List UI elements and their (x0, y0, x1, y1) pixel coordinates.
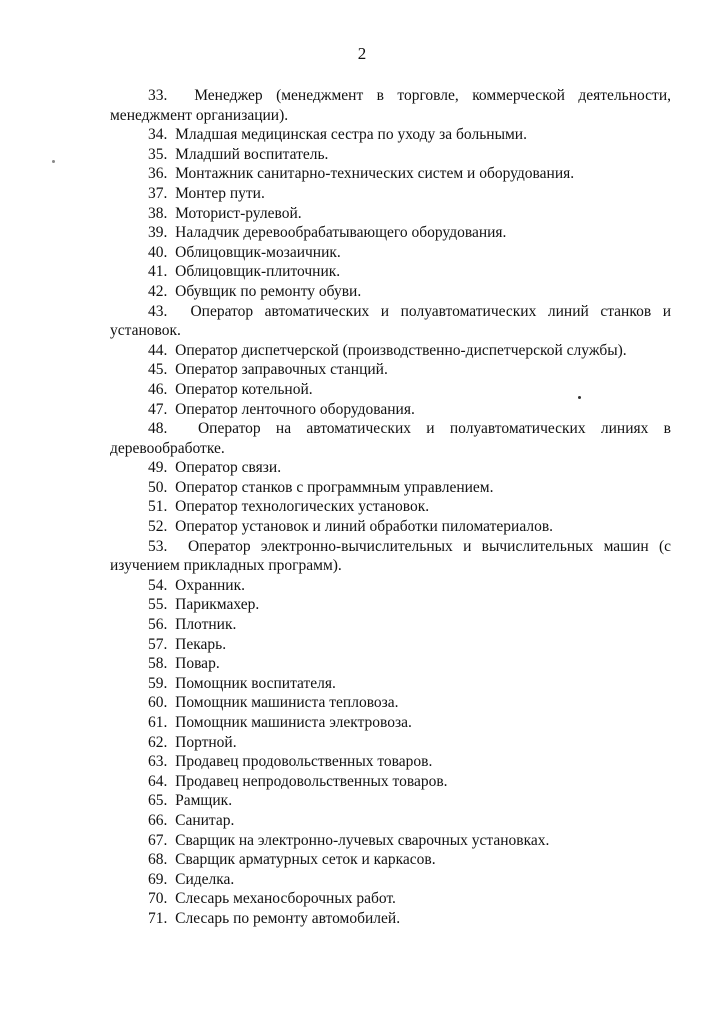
item-number: 39. (148, 224, 168, 242)
list-item (110, 497, 671, 517)
item-text: Сварщик арматурных сеток и каркасов. (175, 851, 436, 869)
list-item (110, 595, 671, 615)
item-text: Оператор технологических установок. (175, 498, 430, 516)
list-item (110, 341, 671, 361)
item-number: 63. (148, 753, 168, 771)
list-item (110, 693, 671, 713)
list-item (110, 400, 671, 420)
page-number: 2 (357, 44, 367, 63)
item-text: Наладчик деревообрабатывающего оборудования. (175, 224, 507, 242)
list-item (110, 752, 671, 772)
item-number: 69. (148, 870, 168, 888)
item-text: Оператор диспетчерской (производственно-диспетчерской службы). (175, 341, 627, 359)
item-text: Санитар. (175, 811, 235, 829)
item-text: Обувщик по ремонту обуви. (175, 282, 362, 300)
item-text: Младшая медицинская сестра по уходу за больными. (175, 126, 527, 144)
item-number: 55. (148, 596, 168, 614)
profession-list (110, 86, 671, 929)
list-item (110, 164, 671, 184)
item-text: Оператор станков с программным управлением. (175, 478, 494, 496)
item-number: 71. (148, 909, 168, 927)
item-number: 60. (148, 694, 168, 712)
item-text: Помощник воспитателя. (175, 674, 336, 692)
item-text: Слесарь по ремонту автомобилей. (175, 909, 401, 927)
list-item (110, 184, 671, 204)
item-text: Моторист-рулевой. (175, 204, 302, 222)
item-number: 43. (148, 302, 168, 320)
item-text: Оператор электронно-вычислительных и вычислительных машин (с изучением прикладных программ). (110, 537, 672, 575)
scan-speck (578, 396, 581, 399)
item-number: 47. (148, 400, 168, 418)
item-number: 53. (148, 537, 168, 555)
list-item (110, 302, 671, 341)
item-text: Младший воспитатель. (175, 145, 329, 163)
item-text: Облицовщик-плиточник. (175, 263, 341, 281)
list-item (110, 478, 671, 498)
list-item (110, 243, 671, 263)
list-item (110, 86, 671, 125)
item-number: 49. (148, 459, 168, 477)
list-item (110, 870, 671, 890)
item-text: Сиделка. (175, 870, 235, 888)
item-text: Портной. (175, 733, 237, 751)
list-item (110, 282, 671, 302)
list-item (110, 419, 671, 458)
item-number: 70. (148, 890, 168, 908)
item-number: 48. (148, 420, 168, 438)
item-text: Повар. (175, 655, 220, 673)
item-text: Продавец продовольственных товаров. (175, 753, 433, 771)
item-number: 64. (148, 772, 168, 790)
item-text: Монтажник санитарно-технических систем и оборудования. (175, 165, 575, 183)
item-number: 38. (148, 204, 168, 222)
list-item (110, 125, 671, 145)
list-item (110, 262, 671, 282)
item-text: Слесарь механосборочных работ. (175, 890, 396, 908)
item-text: Менеджер (менеджмент в торговле, коммерческой деятельности, менеджмент организации). (110, 87, 671, 124)
item-text: Продавец непродовольственных товаров. (175, 772, 448, 790)
item-text: Облицовщик-мозаичник. (175, 243, 341, 261)
list-item (110, 674, 671, 694)
item-text: Монтер пути. (175, 184, 265, 202)
item-text: Оператор котельной. (175, 380, 313, 398)
item-number: 45. (148, 361, 168, 379)
item-text: Оператор связи. (175, 459, 282, 477)
item-number: 33. (148, 87, 168, 104)
item-text: Пекарь. (175, 635, 227, 653)
item-number: 67. (148, 831, 168, 849)
item-number: 54. (148, 576, 168, 594)
item-text: Охранник. (175, 576, 245, 594)
item-text: Рамщик. (175, 792, 233, 810)
scan-speck (52, 160, 55, 163)
list-item (110, 733, 671, 753)
item-text: Парикмахер. (175, 596, 260, 614)
item-number: 44. (148, 341, 168, 359)
item-number: 56. (148, 616, 168, 634)
list-item (110, 850, 671, 870)
list-item (110, 909, 671, 929)
item-number: 46. (148, 380, 168, 398)
item-text: Сварщик на электронно-лучевых сварочных установках. (175, 831, 550, 849)
item-number: 40. (148, 243, 168, 261)
item-number: 61. (148, 714, 168, 731)
list-item (110, 811, 671, 831)
list-item (110, 889, 671, 909)
list-item (110, 576, 671, 596)
item-text: Помощник машиниста электровоза. (175, 714, 412, 731)
item-number: 35. (148, 145, 168, 163)
list-item (110, 458, 671, 478)
item-number: 58. (148, 655, 168, 673)
list-item (110, 772, 671, 792)
list-item (110, 713, 671, 733)
item-number: 41. (148, 263, 168, 281)
list-item (110, 223, 671, 243)
list-item (110, 537, 671, 576)
item-text: Помощник машиниста тепловоза. (175, 694, 399, 712)
item-number: 50. (148, 478, 168, 496)
item-text: Плотник. (175, 616, 237, 634)
item-number: 51. (148, 498, 168, 516)
item-text: Оператор установок и линий обработки пиломатериалов. (175, 518, 554, 536)
item-number: 37. (148, 184, 168, 202)
list-item (110, 791, 671, 811)
item-number: 52. (148, 518, 168, 536)
item-number: 36. (148, 165, 168, 183)
item-text: Оператор ленточного оборудования. (175, 400, 415, 418)
item-text: Оператор на автоматических и полуавтоматических линиях в деревообработке. (110, 420, 672, 457)
item-number: 57. (148, 635, 168, 653)
list-item (110, 654, 671, 674)
item-text: Оператор автоматических и полуавтоматических линий станков и установок. (110, 302, 672, 340)
list-item (110, 204, 671, 224)
list-item (110, 615, 671, 635)
list-item (110, 360, 671, 380)
item-number: 65. (148, 792, 168, 810)
item-number: 68. (148, 851, 168, 869)
list-item (110, 145, 671, 165)
item-number: 34. (148, 126, 168, 144)
list-item (110, 635, 671, 655)
list-item (110, 380, 671, 400)
item-number: 62. (148, 733, 168, 751)
item-text: Оператор заправочных станций. (175, 361, 388, 379)
list-item (110, 517, 671, 537)
list-item (110, 831, 671, 851)
item-number: 66. (148, 811, 168, 829)
item-number: 42. (148, 282, 168, 300)
item-number: 59. (148, 674, 168, 692)
